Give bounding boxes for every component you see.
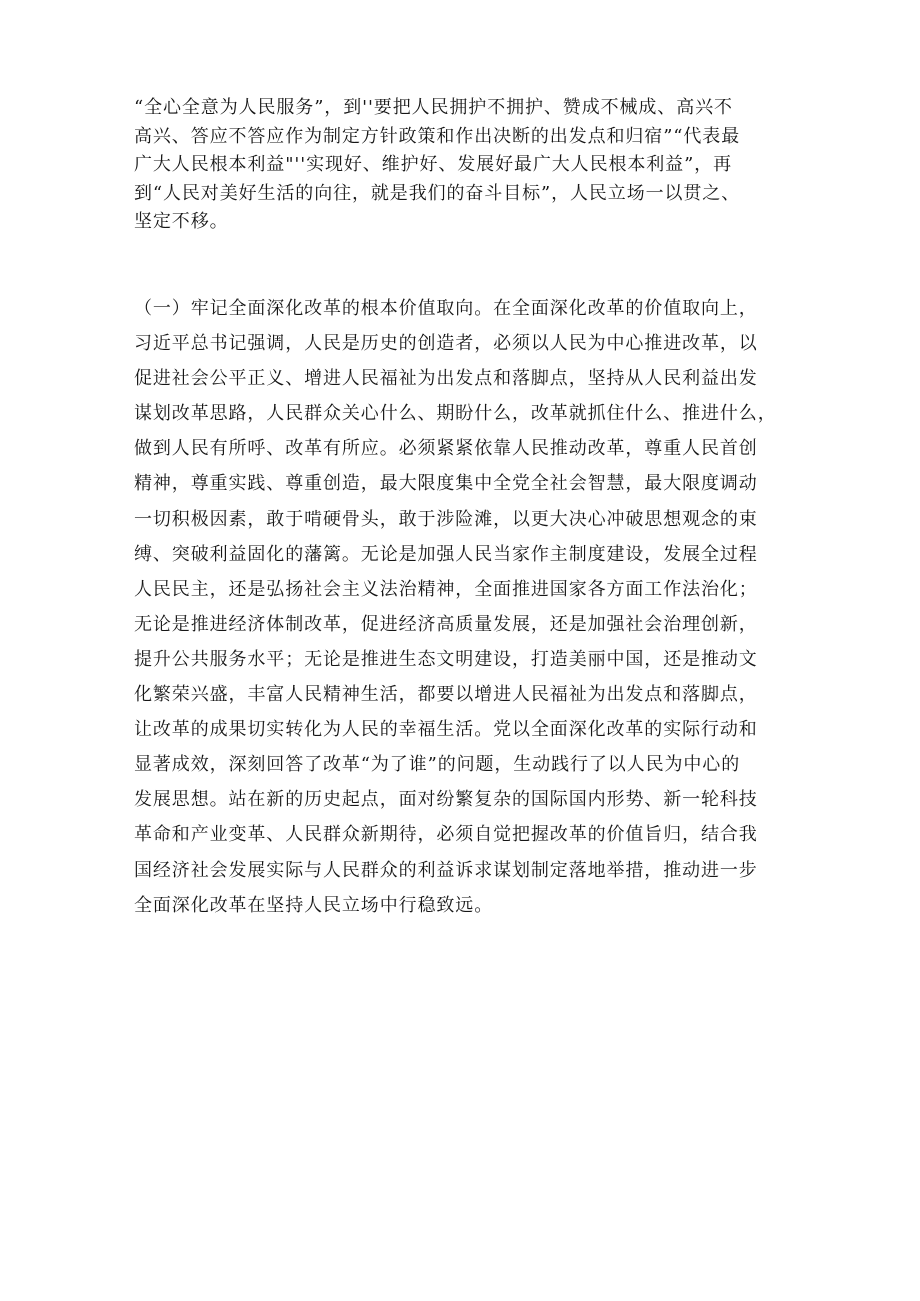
text-line: “全心全意为人民服务”，到''要把人民拥护不拥护、赞成不械成、高兴不 [134, 97, 733, 118]
text-line: 一切积极因素，敢于啃硬骨头，敢于涉险滩，以更大决心冲破思想观念的束 [134, 508, 758, 530]
text-line: 化繁荣兴盛，丰富人民精神生活，都要以增进人民福祉为出发点和落脚点， [134, 684, 758, 706]
text-line: 国经济社会发展实际与人民群众的利益诉求谋划制定落地举措，推动进一步 [134, 859, 758, 881]
text-line: 到“人民对美好生活的向往，就是我们的奋斗目标”，人民立场一以贯之、 [134, 182, 741, 204]
text-line: 人民民主，还是弘扬社会主义法治精神，全面推进国家各方面工作法治化； [134, 578, 758, 600]
text-line: 习近平总书记强调，人民是历史的创造者，必须以人民为中心推进改革，以 [134, 333, 758, 355]
paragraph-section-one [134, 291, 777, 923]
text-line: 提升公共服务水平；无论是推进生态文明建设，打造美丽中国，还是推动文 [134, 648, 758, 670]
text-line: 让改革的成果切实转化为人民的幸福生活。党以全面深化改革的实际行动和 [134, 719, 758, 741]
text-line: 缚、突破利益固化的藩篱。无论是加强人民当家作主制度建设，发展全过程 [134, 543, 758, 565]
text-line: 无论是推进经济体制改革，促进经济高质量发展，还是加强社会治理创新， [134, 613, 758, 635]
text-line: 全面深化改革在坚持人民立场中行稳致远。 [134, 894, 494, 916]
text-line: 显著成效，深刻回答了改革“为了谁”的问题，生动践行了以人民为中心的 [134, 754, 741, 776]
paragraph-intro [134, 94, 740, 237]
text-line: （一）牢记全面深化改革的根本价值取向。在全面深化改革的价值取向上， [134, 298, 758, 319]
text-line: 高兴、答应不答应作为制定方针政策和作出决断的出发点和归宿”“代表最 [134, 125, 741, 147]
text-line: 谋划改革思路，人民群众关心什么、期盼什么，改革就抓住什么、推进什么， [134, 403, 777, 425]
text-line: 革命和产业变革、人民群众新期待，必须自觉把握改革的价值旨归，结合我 [134, 824, 758, 846]
text-line: 发展思想。站在新的历史起点，面对纷繁复杂的国际国内形势、新一轮科技 [134, 789, 758, 811]
text-line: 精神，尊重实践、尊重创造，最大限度集中全党全社会智慧，最大限度调动 [134, 473, 758, 495]
text-line: 广大人民根本利益"''实现好、维护好、发展好最广大人民根本利益”，再 [134, 154, 732, 175]
text-line: 促进社会公平正义、增进人民福祉为出发点和落脚点，坚持从人民利益出发 [134, 368, 758, 390]
text-line: 坚定不移。 [134, 211, 229, 232]
text-line: 做到人民有所呼、改革有所应。必须紧紧依靠人民推动改革，尊重人民首创 [134, 438, 758, 460]
